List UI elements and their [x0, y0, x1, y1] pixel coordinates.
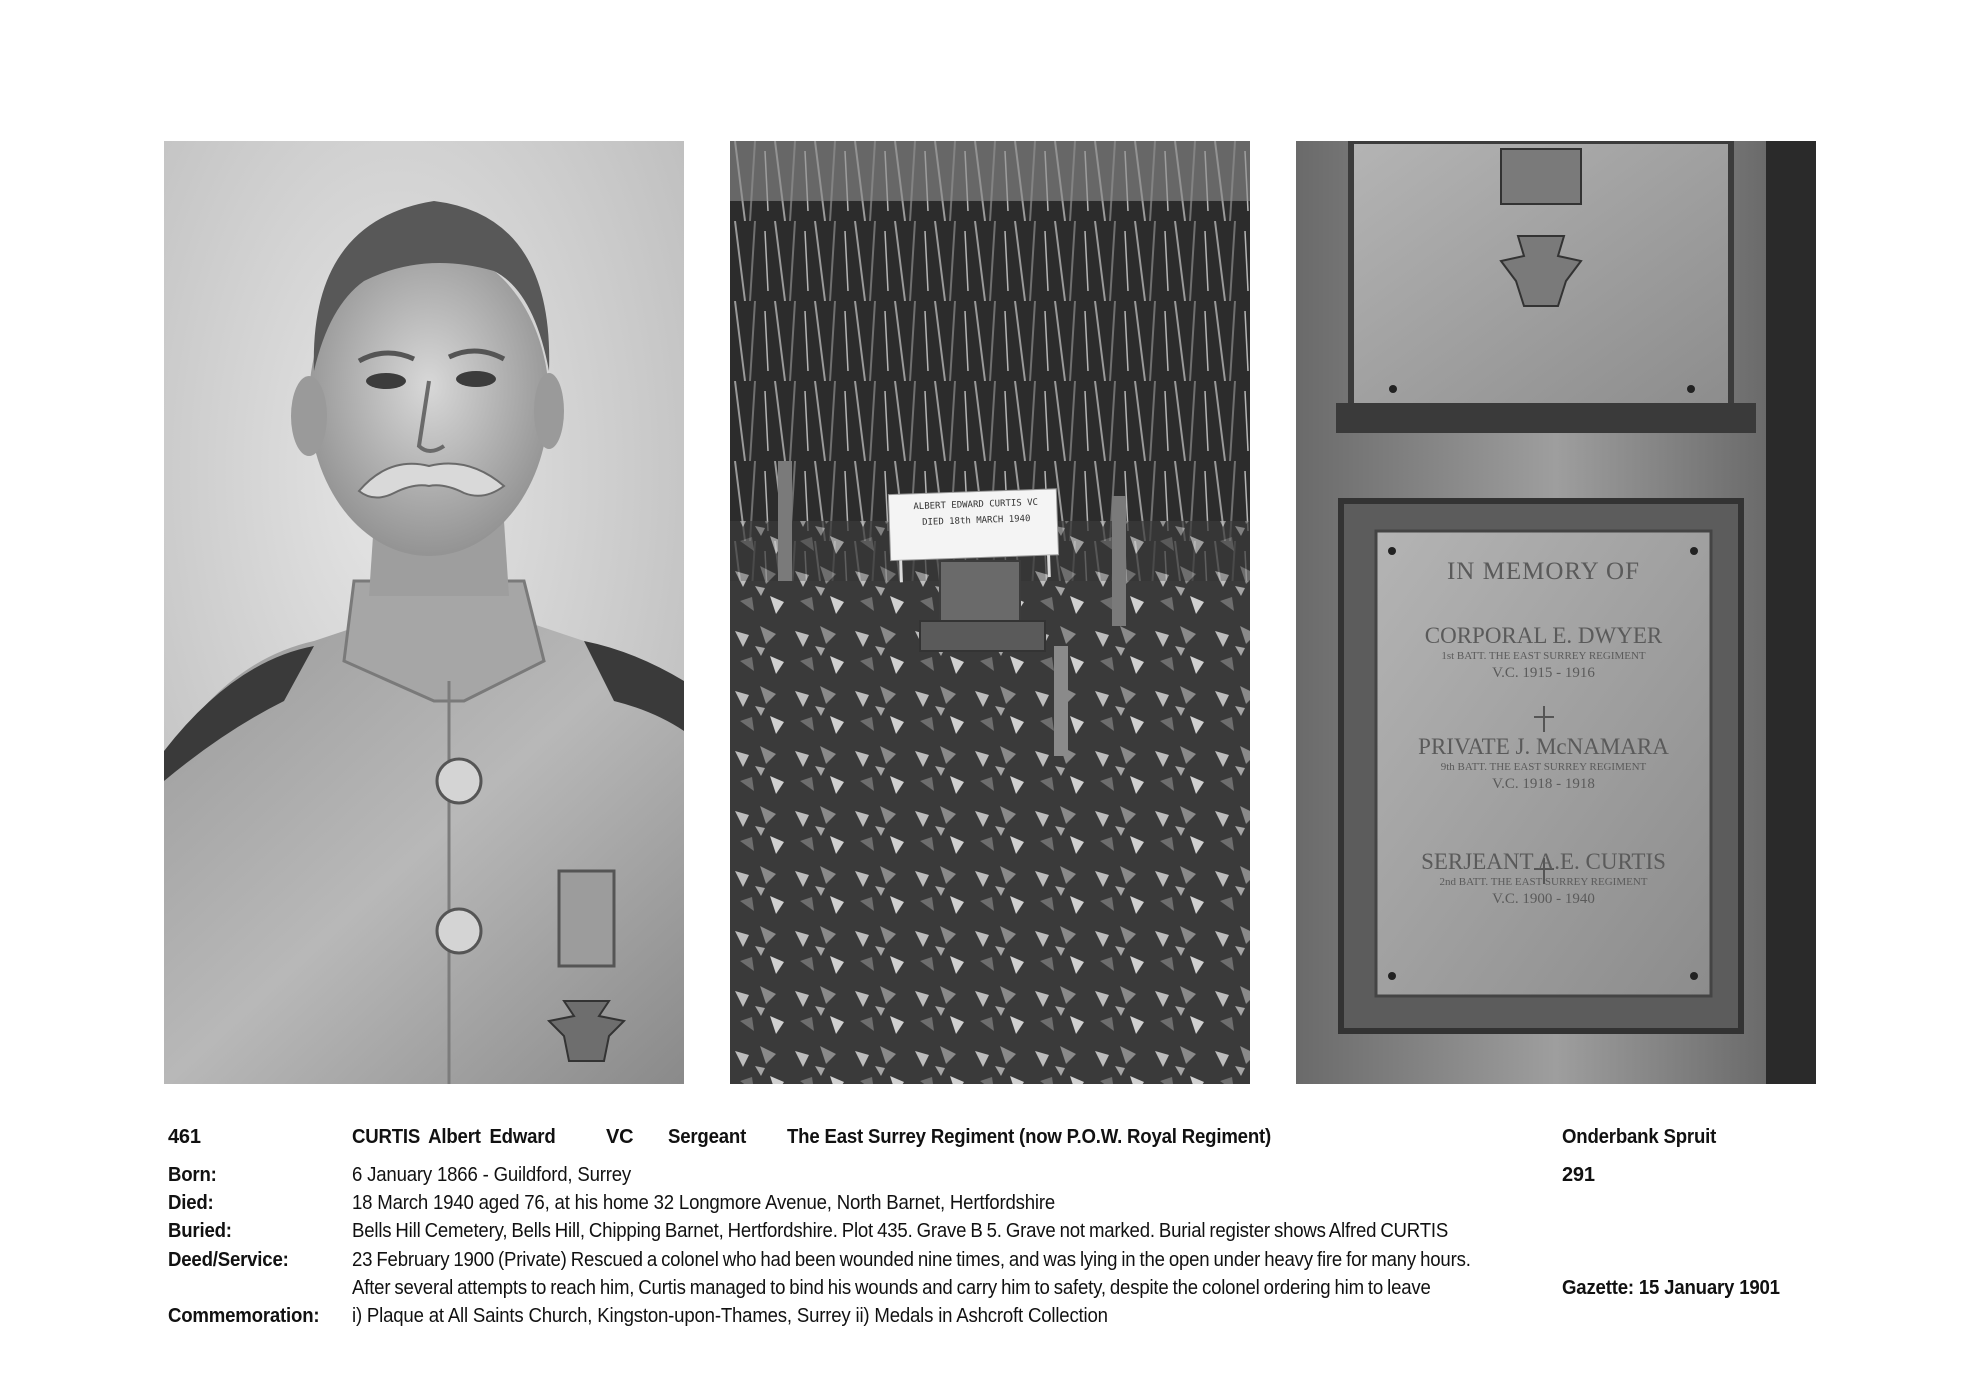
buried-label: Buried:: [168, 1220, 232, 1242]
page-reference: 291: [1562, 1164, 1595, 1186]
tunic-button: [437, 759, 481, 803]
grave-marker-line2: DIED 18th MARCH 1940: [921, 514, 1031, 528]
memorial-plaque-photo: [1296, 141, 1816, 1084]
entry-number: 461: [168, 1126, 201, 1148]
grave-illustration: [730, 141, 1250, 1084]
deed-value-line1: 23 February 1900 (Private) Rescued a colonel who had been wounded nine times, and was lying in the open under heavy fire for many hours.: [352, 1249, 1471, 1271]
action-place: Onderbank Spruit: [1562, 1126, 1717, 1148]
plaque-entry: [1376, 734, 1711, 793]
tunic-button: [437, 909, 481, 953]
entry-award: VC: [606, 1126, 634, 1148]
deed-value-line2: After several attempts to reach him, Curtis managed to bind his wounds and carry him to safety, despite the colonel ordering him to leave: [352, 1277, 1431, 1299]
portrait-photo: [164, 141, 684, 1084]
plaque-heading: IN MEMORY OF: [1446, 558, 1641, 585]
gazette-date: Gazette: 15 January 1901: [1562, 1277, 1780, 1299]
buried-value: Bells Hill Cemetery, Bells Hill, Chipping Barnet, Hertfordshire. Plot 435. Grave B 5. Grave not marked. Burial register shows Alfred CURTIS: [352, 1220, 1449, 1242]
grave-photo: [730, 141, 1250, 1084]
plaque-entry-name: PRIVATE J. McNAMARA: [1418, 734, 1669, 759]
grave-marker-line1: ALBERT EDWARD CURTIS VC: [913, 497, 1039, 513]
plaque-entry-unit: 9th BATT. THE EAST SURREY REGIMENT: [1440, 761, 1647, 773]
plaque-entry-dates: V.C. 1918 - 1918: [1492, 776, 1595, 792]
plaque-entry-dates: V.C. 1915 - 1916: [1492, 665, 1595, 681]
plaque-entry-dates: V.C. 1900 - 1940: [1492, 891, 1595, 907]
commemoration-value: i) Plaque at All Saints Church, Kingston-upon-Thames, Surrey ii) Medals in Ashcroft Collection: [352, 1305, 1108, 1327]
medal-ribbon: [1501, 149, 1581, 204]
plaque-entry-name: CORPORAL E. DWYER: [1424, 623, 1663, 648]
born-label: Born:: [168, 1164, 217, 1186]
deed-label: Deed/Service:: [168, 1249, 289, 1271]
plaque-entry-name: SERJEANT A.E. CURTIS: [1421, 849, 1666, 874]
entry-rank: Sergeant: [668, 1126, 747, 1148]
entry-name: CURTIS Albert Edward: [352, 1126, 556, 1148]
died-value: 18 March 1940 aged 76, at his home 32 Longmore Avenue, North Barnet, Hertfordshire: [352, 1192, 1056, 1214]
born-value: 6 January 1866 - Guildford, Surrey: [352, 1164, 632, 1186]
entry-regiment: The East Surrey Regiment (now P.O.W. Royal Regiment): [787, 1126, 1272, 1148]
died-label: Died:: [168, 1192, 214, 1214]
plaque-entry: [1376, 849, 1711, 908]
plaque-entry-unit: 2nd BATT. THE EAST SURREY REGIMENT: [1439, 876, 1648, 888]
portrait-illustration: [164, 141, 684, 1084]
plaque-entry-unit: 1st BATT. THE EAST SURREY REGIMENT: [1441, 650, 1646, 662]
medal-ribbon: [559, 871, 614, 966]
plaque-entry: [1376, 623, 1711, 682]
commemoration-label: Commemoration:: [168, 1305, 320, 1327]
